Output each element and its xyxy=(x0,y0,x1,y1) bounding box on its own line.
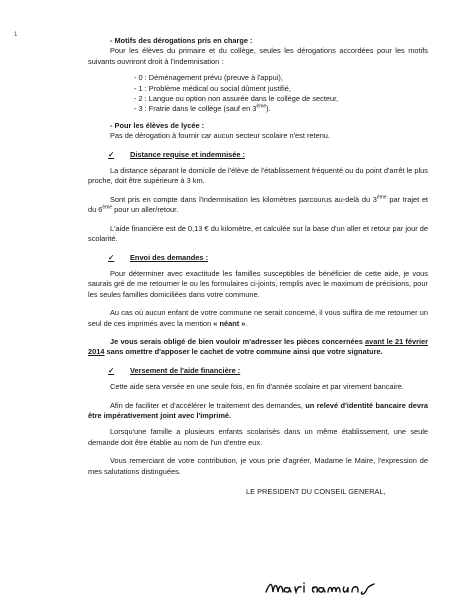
margin-mark: 1 xyxy=(14,32,18,38)
checkmark-icon: ✓ xyxy=(108,149,115,159)
distance-paragraph-1: La distance séparant le domicile de l'élève de l'établissement fréquenté ou du point d'arrêt le plus proche, doit être supérieure à 3 km. xyxy=(88,166,428,186)
derogations-heading: - Motifs des dérogations pris en charge : xyxy=(110,36,253,45)
versement-paragraph-1: Cette aide sera versée en une seule fois, en fin d'année scolaire et par virement bancaire. xyxy=(110,382,404,392)
distance-paragraph-3: L'aide financière est de 0,13 € du kilomètre, et calculée sur la base d'un aller et retour par jour de scolarité. xyxy=(88,223,428,244)
checkmark-icon: ✓ xyxy=(108,252,115,262)
checkmark-icon: ✓ xyxy=(108,365,115,375)
envoi-paragraph-1: Pour déterminer avec exactitude les familles susceptibles de bénéficier de cette aide, je vous saurais gré de me retourner le ou les formulaires ci-joints, remplis avec le maximum de précisions, pour les seules familles domiciliées dans votre commune. xyxy=(88,268,428,299)
envoi-paragraph-3: Je vous serais obligé de bien vouloir m'adresser les pièces concernées avant le 21 février 2014 sans omettre d'apposer le cachet de votre commune ainsi que votre signature. xyxy=(88,336,429,357)
lycee-text: Pas de dérogation à fournir car aucun secteur scolaire n'est retenu. xyxy=(110,131,330,141)
list-item: - 0 : Déménagement prévu (preuve à l'appui), xyxy=(134,73,283,83)
signatory-title: LE PRESIDENT DU CONSEIL GENERAL, xyxy=(246,487,386,496)
list-item: - 1 : Problème médical ou social dûment justifié, xyxy=(134,83,291,93)
envoi-heading xyxy=(108,253,428,263)
derogation-reasons-list xyxy=(134,73,428,115)
distance-heading xyxy=(108,150,428,160)
distance-title: Distance requise et indemnisée : xyxy=(130,149,246,159)
lycee-heading: - Pour les élèves de lycée : xyxy=(110,120,205,130)
envoi-paragraph-2: Au cas où aucun enfant de votre commune ne serait concerné, il vous suffira de me retourner un seul de ces imprimés avec la mention « néant ». xyxy=(88,308,428,328)
versement-title: Versement de l'aide financière : xyxy=(130,365,241,375)
derogations-intro: Pour les élèves du primaire et du collège, seules les dérogations accordées pour les motifs suivants ouvriront droit à l'indemnisation : xyxy=(88,46,428,66)
versement-paragraph-3: Lorsqu'une famille a plusieurs enfants scolarisés dans un même établissement, une seule demande doit être établie au nom de l'un d'entre eux. xyxy=(88,427,428,447)
list-item: - 2 : Langue ou option non assurée dans le collège de secteur, xyxy=(134,94,339,104)
versement-paragraph-4: Vous remerciant de votre contribution, je vous prie d'agréer, Madame le Maire, l'expression de mes salutations distinguées. xyxy=(88,456,428,476)
versement-heading xyxy=(108,366,428,376)
versement-paragraph-2: Afin de faciliter et d'accélérer le traitement des demandes, un relevé d'identité bancaire devra être impérativement joint avec l'imprimé. xyxy=(88,400,428,420)
list-item: - 3 : Fratrie dans le collège (sauf en 3ème). xyxy=(134,103,271,114)
handwritten-signature xyxy=(262,576,382,598)
letter-body xyxy=(88,36,428,497)
distance-paragraph-2: Sont pris en compte dans l'indemnisation les kilomètres parcourus au-delà du 3ème par trajet et du 6ème pour un aller/retour. xyxy=(88,194,428,215)
envoi-title: Envoi des demandes : xyxy=(130,252,209,262)
